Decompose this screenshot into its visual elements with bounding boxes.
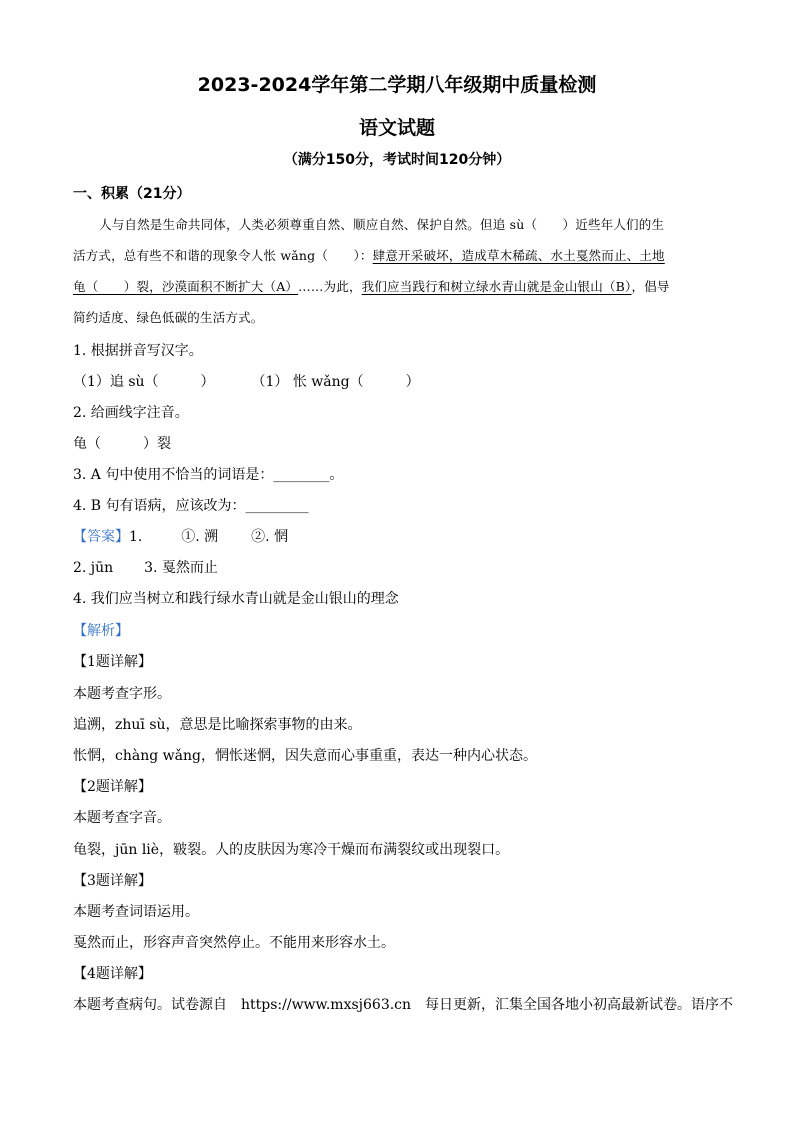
detail-text: 龟裂，jūn liè，皲裂。人的皮肤因为寒冷干燥而布满裂纹或出现裂口。 <box>73 842 510 858</box>
detail-text: 本题考查字形。 <box>73 686 171 702</box>
answer-row-2 <box>73 557 218 577</box>
detail-text: 戛然而止，形容声音突然停止。不能用来形容水土。 <box>73 935 395 951</box>
detail-heading: 【2题详解】 <box>73 779 152 795</box>
question-2: 2. 给画线字注音。 <box>73 405 189 421</box>
detail-heading: 【3题详解】 <box>73 873 152 889</box>
question-4: 4. B 句有语病，应该改为：_________ <box>73 498 309 514</box>
question-1-part-a: （1）追 sù（ ） <box>73 374 215 390</box>
reading-passage <box>73 209 723 333</box>
answer-2: 2. jūn <box>73 560 114 576</box>
detail-heading: 【1题详解】 <box>73 654 152 670</box>
passage-text: 活方式，总有些不和谐的现象令人怅 wǎng（ ）： <box>73 248 373 263</box>
question-1-part-b: （1） 怅 wǎng（ ） <box>251 374 420 390</box>
section-heading: 一、积累（21分） <box>73 186 191 202</box>
detail-text: 本题考查字音。 <box>73 810 171 826</box>
underlined-text: 肆意开采破坏，造成草木稀疏、水土戛然而止、土地 <box>372 248 665 263</box>
passage-text: ……为此， <box>298 279 362 294</box>
detail-heading: 【4题详解】 <box>73 966 152 982</box>
answer-1-a: ①. 溯 <box>181 529 219 545</box>
answer-4: 4. 我们应当树立和践行绿水青山就是金山银山的理念 <box>73 591 399 607</box>
detail-text: 怅惘，chàng wǎng，惘怅迷惘，因失意而心事重重，表达一种内心状态。 <box>73 748 537 764</box>
question-3: 3. A 句中使用不恰当的词语是：________。 <box>73 467 344 483</box>
answer-1-b: ②. 惘 <box>251 529 288 545</box>
underlined-text: 我们应当践行和树立绿水青山就是金山银山（B） <box>361 279 632 294</box>
detail-text: 追溯，zhuī sù，意思是比喻探索事物的由来。 <box>73 717 362 733</box>
passage-line: 人与自然是生命共同体，人类必须尊重自然、顺应自然、保护自然。但追 sù（ ）近些年人们的生 <box>99 217 665 232</box>
answer-1: 1. <box>129 529 143 545</box>
detail-text: 本题考查病句。试卷源自 https://www.mxsj663.cn 每日更新，汇集全国各地小初高最新试卷。语序不 <box>73 997 734 1013</box>
answer-label: 【答案】 <box>73 529 129 545</box>
document-subtitle: 语文试题 <box>358 117 435 139</box>
passage-line <box>73 240 723 271</box>
question-1-parts <box>73 371 420 391</box>
passage-line <box>73 271 723 302</box>
passage-text: ，倡导 <box>631 279 670 294</box>
exam-note: （满分150分，考试时间120分钟） <box>283 152 511 168</box>
passage-line: 简约适度、绿色低碳的生活方式。 <box>73 310 264 325</box>
underlined-text: 龟（ ）裂，沙漠面积不断扩大（A） <box>73 279 299 294</box>
detail-text: 本题考查词语运用。 <box>73 904 199 920</box>
answer-row-1 <box>73 526 288 546</box>
question-2-part-a: 龟（ ）裂 <box>73 436 171 452</box>
question-1: 1. 根据拼音写汉字。 <box>73 343 203 359</box>
analysis-label: 【解析】 <box>73 623 129 639</box>
answer-3: 3. 戛然而止 <box>144 560 218 576</box>
document-title: 2023-2024学年第二学期八年级期中质量检测 <box>197 74 597 96</box>
